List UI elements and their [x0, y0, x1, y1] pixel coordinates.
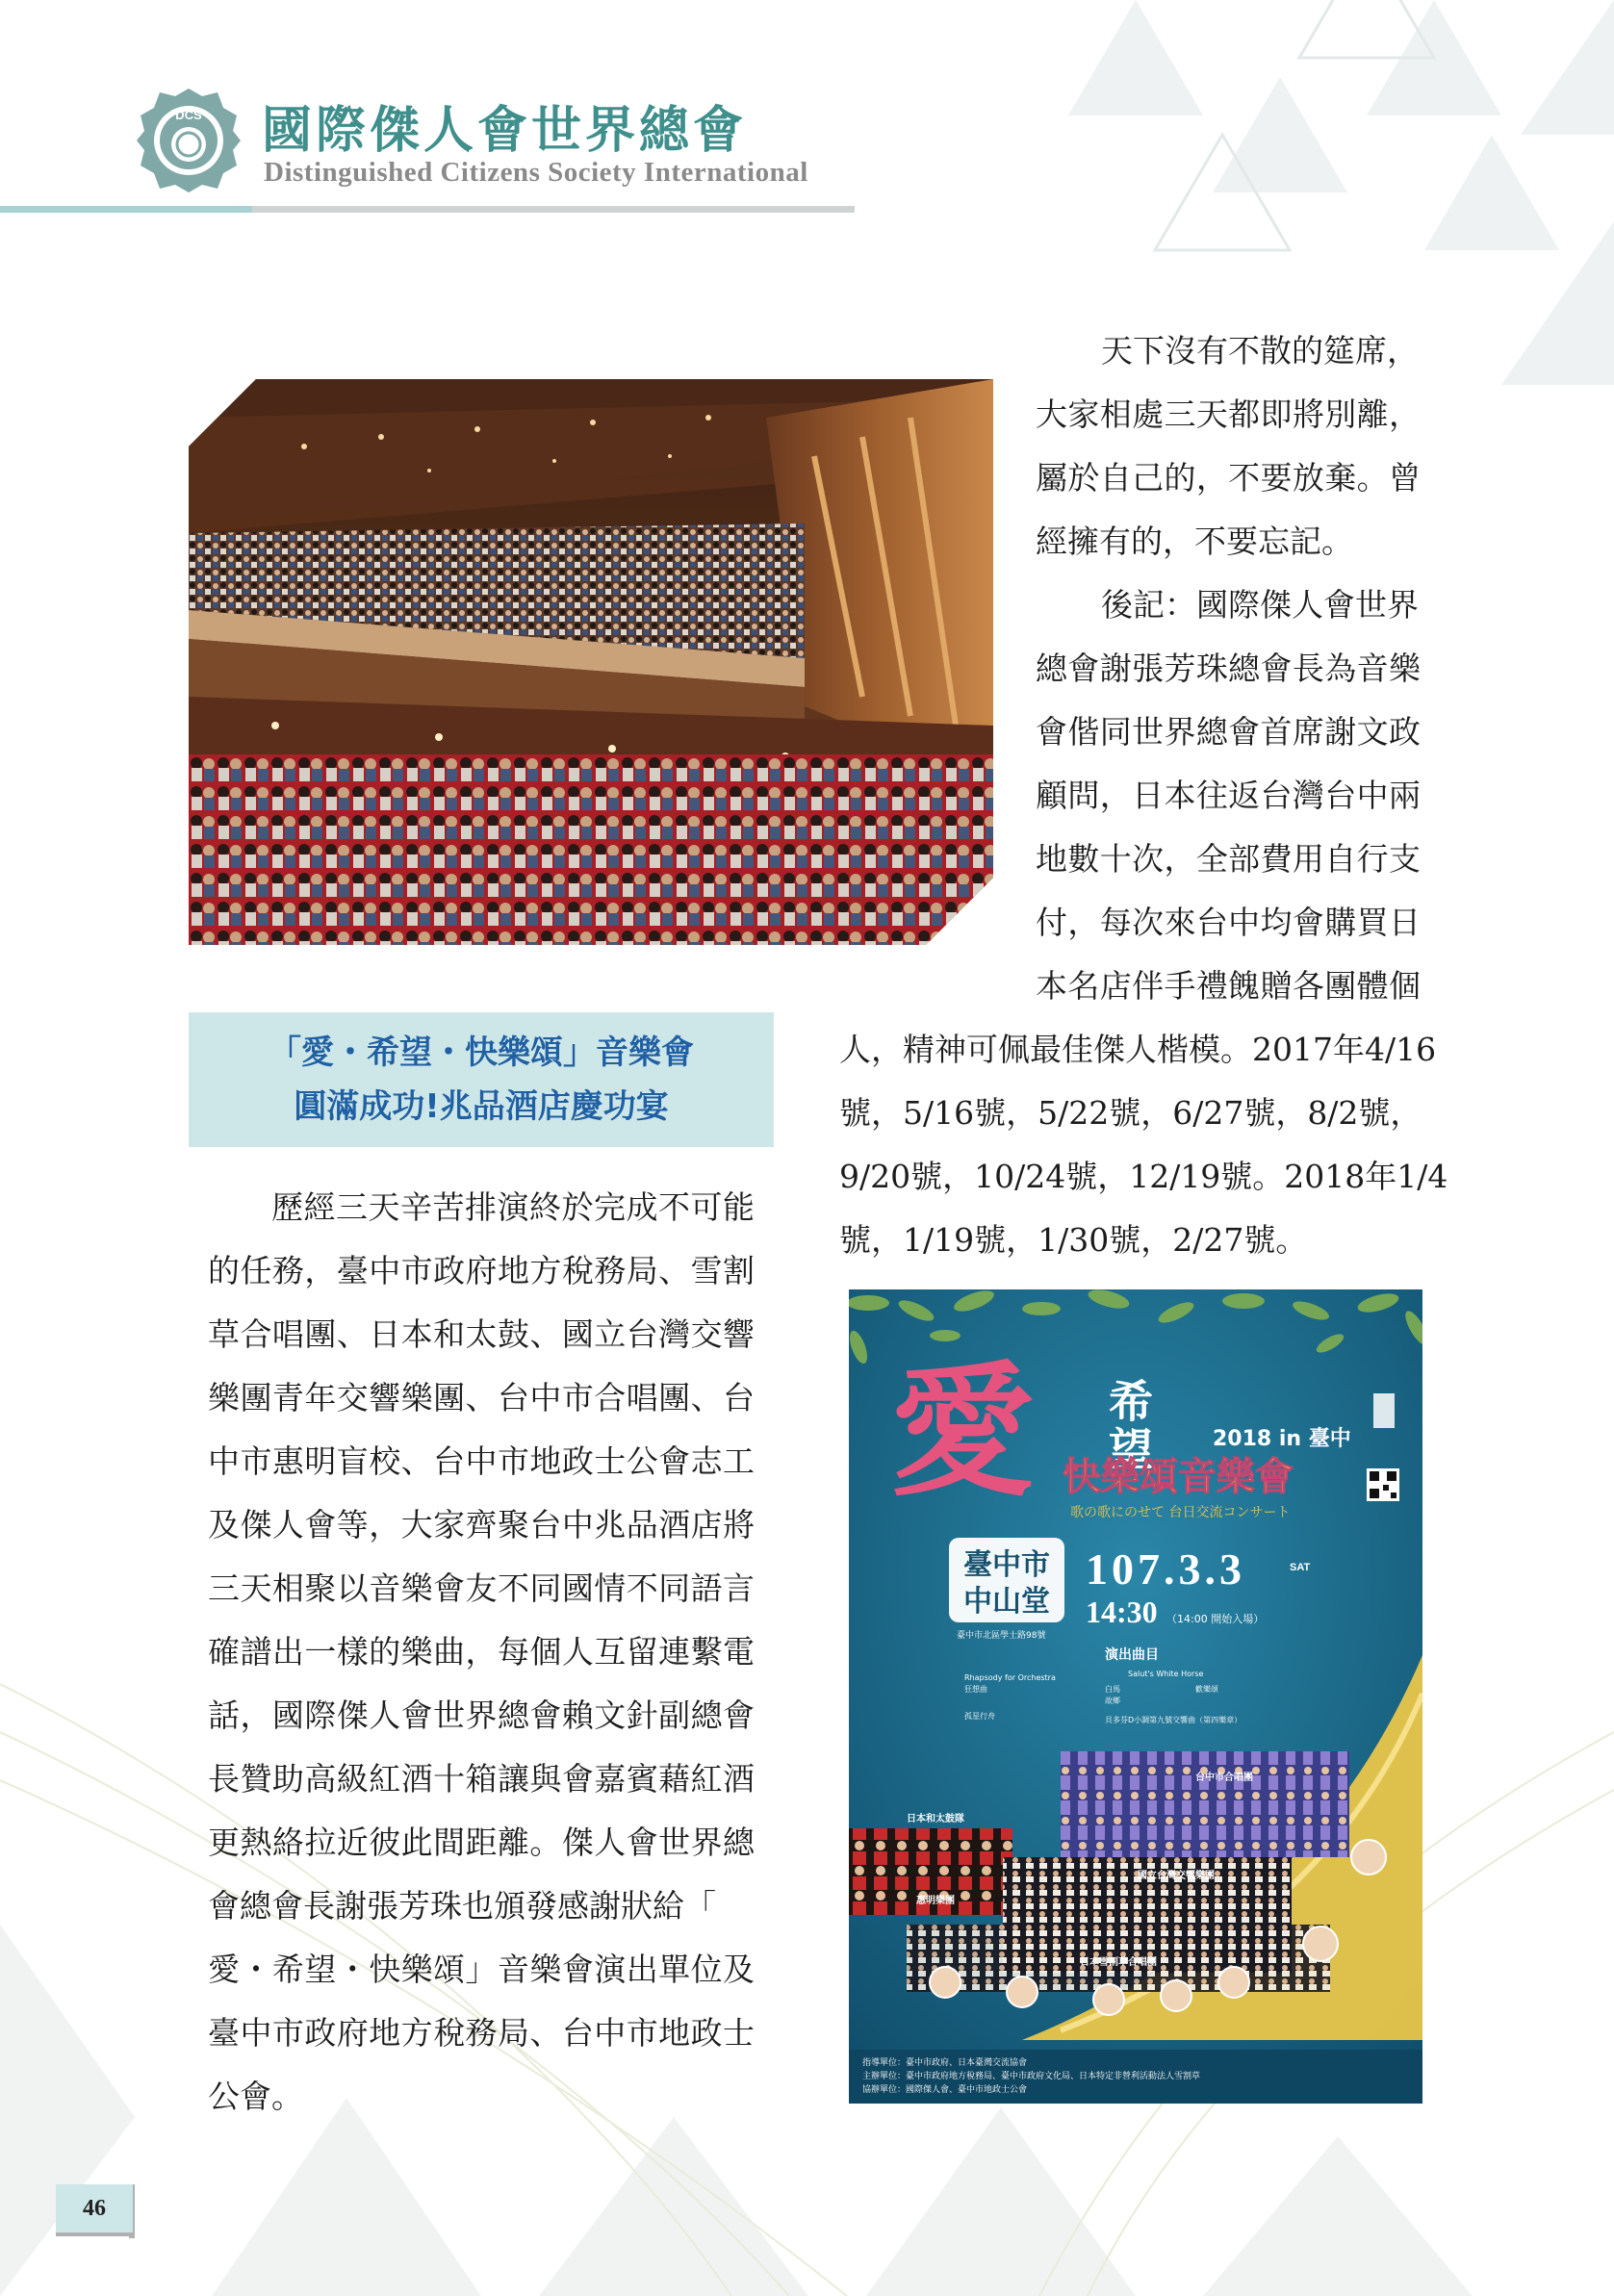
program-item: 歡樂頌	[1195, 1685, 1218, 1694]
group-label: 惠明樂團	[916, 1896, 955, 1906]
paragraph-line: 人，精神可佩最佳傑人楷模。2017年4/16	[839, 1031, 1437, 1068]
paragraph-line: 經擁有的，不要忘記。	[1036, 523, 1353, 560]
page-header	[135, 82, 866, 197]
paragraph-line: 愛・希望・快樂頌」音樂會演出單位及	[208, 1951, 755, 1988]
poster-time: 14:30	[1086, 1594, 1158, 1629]
dcs-emblem-icon	[135, 87, 243, 194]
group-label: 日本雪割草合唱團	[1080, 1957, 1157, 1968]
poster-title: 快樂頌音樂會	[1063, 1454, 1294, 1499]
program-item: 故鄉	[1105, 1696, 1120, 1705]
program-item: 狂想曲	[964, 1685, 987, 1694]
paragraph-line: 號，1/19號，1/30號，2/27號。	[839, 1221, 1308, 1259]
paragraph-line: 顧問，日本往返台灣台中兩	[1036, 777, 1421, 814]
poster-day: SAT	[1290, 1562, 1311, 1573]
program-item: 孤星行舟	[964, 1712, 995, 1721]
page-number: 46	[56, 2184, 133, 2232]
paragraph-line: 的任務，臺中市政府地方稅務局、雪割	[208, 1252, 755, 1289]
program-item: Salut's White Horse	[1128, 1670, 1204, 1678]
program-item: Rhapsody for Orchestra	[964, 1673, 1056, 1682]
paragraph-line: 會偕同世界總會首席謝文政	[1036, 713, 1421, 751]
qr-code-icon	[1367, 1468, 1399, 1501]
paragraph-line: 及傑人會等，大家齊聚台中兆品酒店將	[208, 1506, 755, 1543]
paragraph-line: 確譜出一樣的樂曲，每個人互留連繫電	[208, 1633, 755, 1671]
poster-vertical-char: 希望	[1102, 1378, 1154, 1474]
paragraph-line: 天下沒有不散的筵席，	[1101, 332, 1419, 370]
group-label: 國立台灣交響樂團	[1138, 1871, 1215, 1881]
poster-date: 107.3.3	[1086, 1544, 1245, 1594]
concert-poster	[849, 1289, 1422, 2104]
paragraph-line: 中市惠明盲校、台中市地政士公會志工	[208, 1442, 755, 1480]
heading-line-2: 圓滿成功!兆品酒店慶功宴	[294, 1087, 669, 1126]
group-label: 台中市合唱團	[1195, 1773, 1253, 1783]
paragraph-line: 長贊助高級紅酒十箱讓與會嘉賓藉紅酒	[208, 1760, 755, 1798]
poster-venue-1: 臺中市	[963, 1548, 1050, 1582]
group-label: 日本和太鼓隊	[907, 1814, 964, 1824]
paragraph-line: 地數十次，全部費用自行支	[1036, 840, 1421, 878]
section-heading	[189, 1012, 774, 1147]
header-rule-accent	[0, 206, 252, 213]
concert-hall-audience-photo	[189, 379, 993, 945]
heading-line-1: 「愛・希望・快樂頌」音樂會	[269, 1033, 694, 1072]
poster-program-title: 演出曲目	[1105, 1647, 1159, 1663]
poster-credit: 指導單位：臺中市政府、日本臺灣交流協會	[862, 2058, 1028, 2068]
poster-venue-2: 中山堂	[963, 1585, 1050, 1619]
poster-credit: 主辦單位：臺中市政府地方稅務局、臺中市政府文化局、日本特定非營利活動法人雪割草	[862, 2072, 1201, 2081]
paragraph-line: 本名店伴手禮餽贈各團體個	[1036, 967, 1421, 1005]
org-title-chinese: 國際傑人會世界總會	[262, 101, 748, 160]
paragraph-line: 臺中市政府地方稅務局、台中市地政士	[208, 2014, 755, 2052]
program-item: 白馬	[1105, 1685, 1120, 1694]
paragraph-line: 大家相處三天都即將別離，	[1036, 395, 1421, 433]
emblem-icon	[1373, 1393, 1395, 1428]
paragraph-line: 後記：國際傑人會世界	[1101, 586, 1419, 624]
poster-big-char: 愛	[889, 1347, 1036, 1517]
poster-credit: 協辦單位：國際傑人會、臺中市地政士公會	[862, 2085, 1028, 2095]
paragraph-line: 9/20號，10/24號，12/19號。2018年1/4	[839, 1158, 1448, 1195]
paragraph-line: 話，國際傑人會世界總會賴文針副總會	[208, 1696, 755, 1734]
paragraph-line: 號，5/16號，5/22號，6/27號，8/2號，	[839, 1094, 1422, 1132]
paragraph-line: 更熱絡拉近彼此間距離。傑人會世界總	[208, 1824, 755, 1861]
poster-subtitle: 2018 in 臺中	[1213, 1427, 1351, 1451]
org-title-english: Distinguished Citizens Society International	[264, 157, 808, 188]
poster-tagline: 歌の歌にのせて 台日交流コンサート	[1070, 1505, 1291, 1520]
poster-time-note: （14:00 開始入場）	[1166, 1613, 1265, 1625]
paragraph-line: 公會。	[208, 2078, 303, 2115]
paragraph-line: 歷經三天辛苦排演終於完成不可能	[271, 1188, 755, 1226]
poster-venue-address: 臺中市北區學士路98號	[957, 1631, 1046, 1641]
svg-text:DCS: DCS	[175, 108, 202, 122]
paragraph-line: 屬於自己的，不要放棄。曾	[1036, 459, 1421, 497]
paragraph-line: 樂團青年交響樂團、台中市合唱團、台	[208, 1379, 755, 1416]
paragraph-line: 三天相聚以音樂會友不同國情不同語言	[208, 1569, 755, 1607]
paragraph-line: 會總會長謝張芳珠也頒發感謝狀給「	[208, 1887, 716, 1925]
paragraph-line: 總會謝張芳珠總會長為音樂	[1036, 650, 1421, 687]
paragraph-line: 草合唱團、日本和太鼓、國立台灣交響	[208, 1315, 755, 1353]
paragraph-line: 付，每次來台中均會購買日	[1036, 904, 1421, 941]
program-item: 貝多芬D小調第九號交響曲（第四樂章）	[1105, 1716, 1243, 1724]
